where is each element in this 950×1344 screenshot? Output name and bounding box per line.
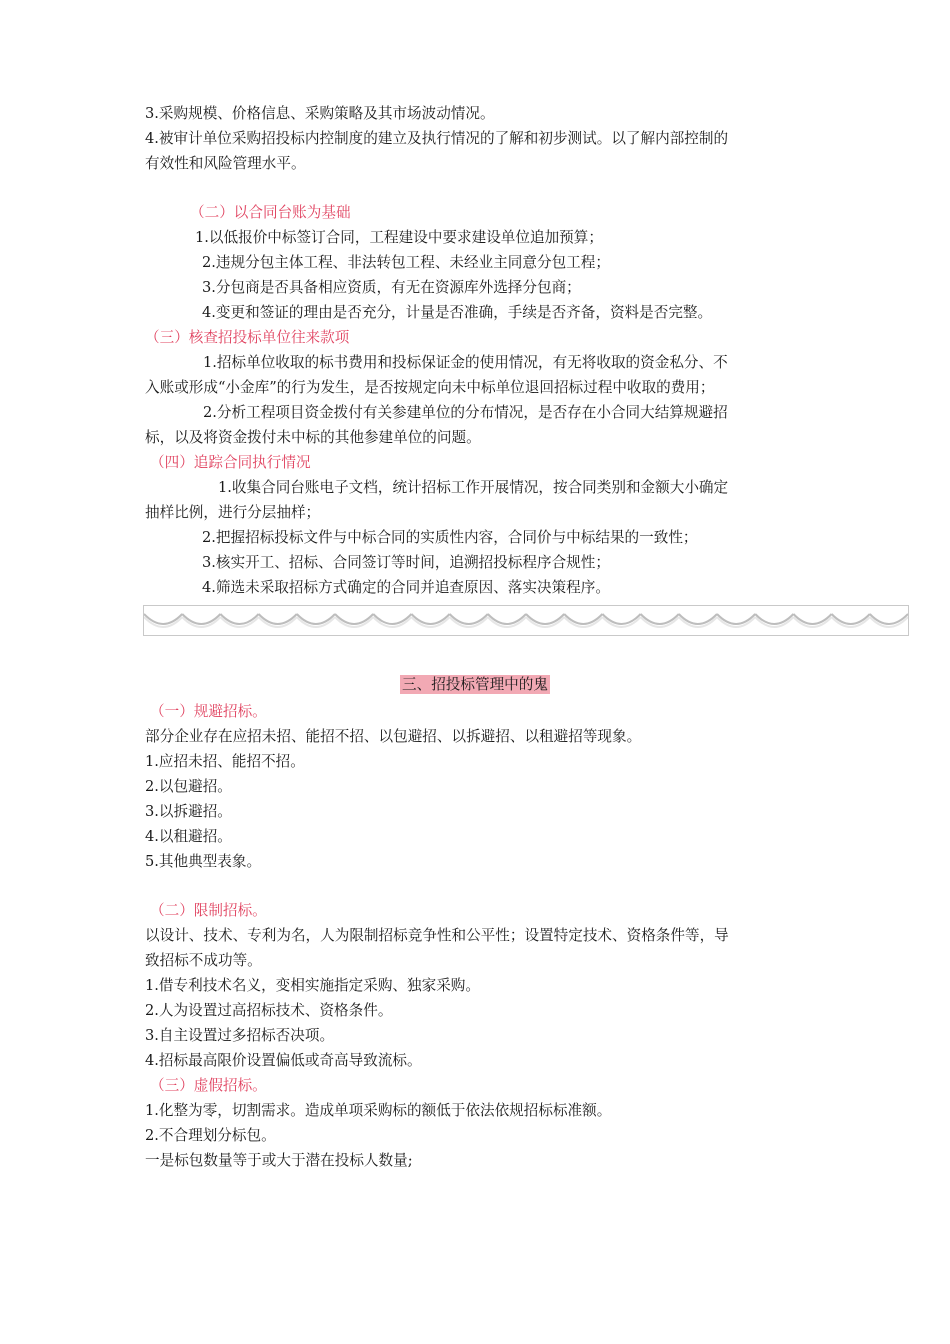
list-item: 5.其他典型表象。 (145, 853, 262, 870)
list-item: 2.违规分包主体工程、非法转包工程、未经业主同意分包工程； (202, 254, 610, 271)
paragraph-line: 入账或形成“小金库”的行为发生，是否按规定向未中标单位退回招标过程中收取的费用； (145, 379, 715, 396)
paragraph-line: 1.招标单位收取的标书费用和投标保证金的使用情况，有无将收取的资金私分、不 (203, 354, 728, 371)
paragraph-line: 4.被审计单位采购招投标内控制度的建立及执行情况的了解和初步测试。以了解内部控制的 (145, 130, 729, 147)
list-item: 2.不合理划分标包。 (145, 1127, 276, 1144)
section-heading: （四）追踪合同执行情况 (150, 454, 311, 471)
scallop-border-icon (144, 606, 908, 635)
list-item: 2.把握招标投标文件与中标合同的实质性内容，合同价与中标结果的一致性； (202, 529, 698, 546)
list-item: 2.人为设置过高招标技术、资格条件。 (145, 1002, 393, 1019)
list-item: 4.以租避招。 (145, 828, 232, 845)
list-item: 4.招标最高限价设置偏低或奇高导致流标。 (145, 1052, 422, 1069)
paragraph-line: 有效性和风险管理水平。 (145, 155, 306, 172)
section-heading: （三）核查招投标单位往来款项 (145, 329, 350, 346)
list-item: 一是标包数量等于或大于潜在投标人数量; (145, 1152, 413, 1169)
paragraph-line: 部分企业存在应招未招、能招不招、以包避招、以拆避招、以租避招等现象。 (145, 728, 642, 745)
list-item: 1.应招未招、能招不招。 (145, 753, 305, 770)
decorative-divider (143, 605, 909, 636)
list-item: 3.自主设置过多招标否决项。 (145, 1027, 335, 1044)
list-item: 2.以包避招。 (145, 778, 232, 795)
section-heading: （二）限制招标。 (150, 902, 267, 919)
paragraph-line: 标，以及将资金拨付未中标的其他参建单位的问题。 (145, 429, 481, 446)
list-item: 1.以低报价中标签订合同，工程建设中要求建设单位追加预算； (195, 229, 603, 246)
highlighted-title: 三、招投标管理中的鬼 (402, 676, 548, 693)
list-item: 4.变更和签证的理由是否充分，计量是否准确，手续是否齐备，资料是否完整。 (202, 304, 713, 321)
section-heading: （二）以合同台账为基础 (190, 204, 351, 221)
list-item: 3.核实开工、招标、合同签订等时间，追溯招投标程序合规性； (202, 554, 610, 571)
list-item: 4.筛选未采取招标方式确定的合同并追查原因、落实决策程序。 (202, 579, 610, 596)
paragraph-line: 1.收集合同台账电子文档，统计招标工作开展情况，按合同类别和金额大小确定 (218, 479, 729, 496)
paragraph-line: 致招标不成功等。 (145, 952, 262, 969)
list-item: 1.化整为零，切割需求。造成单项采购标的额低于依法依规招标标准额。 (145, 1102, 612, 1119)
list-item: 3.分包商是否具备相应资质，有无在资源库外选择分包商； (202, 279, 581, 296)
list-item: 1.借专利技术名义，变相实施指定采购、独家采购。 (145, 977, 480, 994)
list-item: 3.以拆避招。 (145, 803, 232, 820)
page-title (0, 675, 950, 695)
paragraph-line: 3.采购规模、价格信息、采购策略及其市场波动情况。 (145, 105, 495, 122)
paragraph-line: 2.分析工程项目资金拨付有关参建单位的分布情况，是否存在小合同大结算规避招 (203, 404, 728, 421)
section-heading: （一）规避招标。 (150, 703, 267, 720)
section-heading: （三）虚假招标。 (150, 1077, 267, 1094)
paragraph-line: 以设计、技术、专利为名，人为限制招标竞争性和公平性；设置特定技术、资格条件等，导 (145, 927, 729, 944)
paragraph-line: 抽样比例，进行分层抽样； (145, 504, 321, 521)
